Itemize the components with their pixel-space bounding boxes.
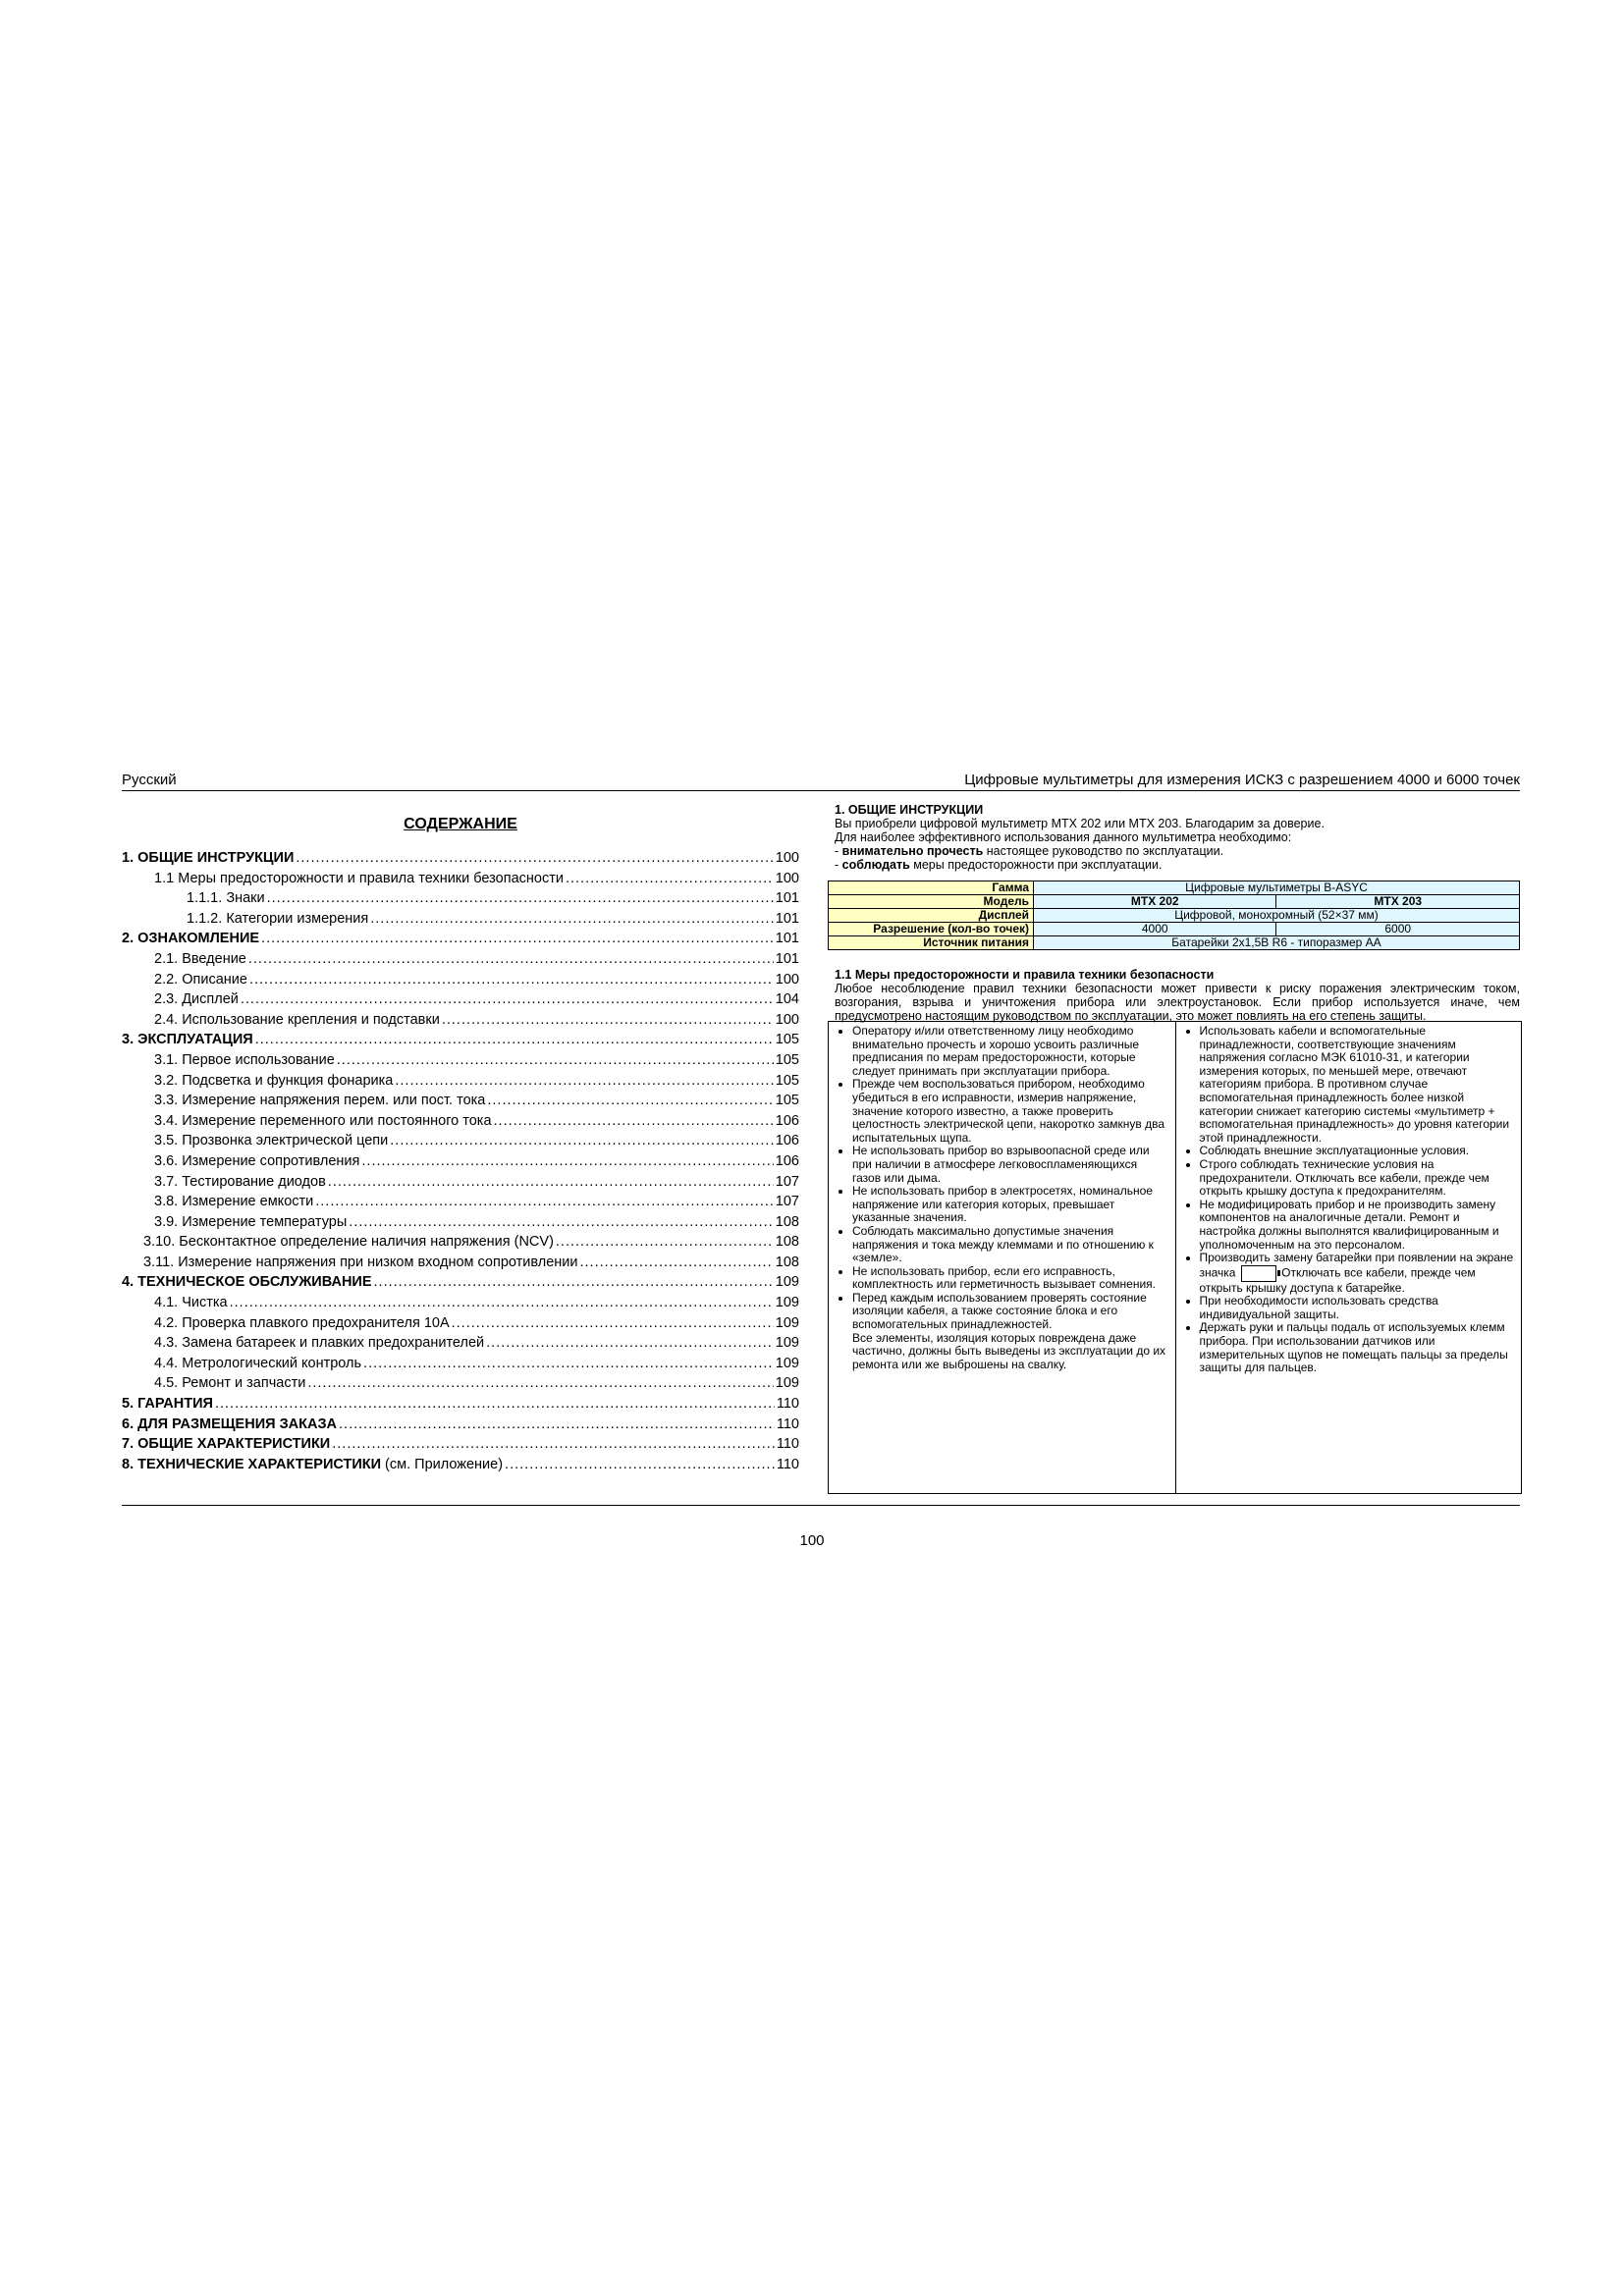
toc-entry-page: 101 [775, 890, 799, 907]
toc-entry-title [154, 1315, 450, 1331]
toc-leader [249, 972, 774, 988]
spec-model-a: MTX 202 [1034, 895, 1276, 909]
toc-leader [307, 1375, 773, 1391]
toc-leader [370, 911, 774, 927]
list-item: • Держать руки и пальцы подаль от используемых клемм прибора. При использовании датчиков или измерительных щупов не помещать пальцы за пределы защиты для пальцев. [1200, 1321, 1516, 1374]
toc-entry-number: 2.1. [154, 950, 179, 967]
toc-entry-text: Замена батареек и плавких предохранителей [182, 1335, 485, 1352]
toc-entry [122, 1356, 799, 1376]
toc-entry [122, 911, 799, 932]
toc-leader [487, 1093, 773, 1108]
toc-leader [486, 1335, 774, 1351]
toc-entry-page: 110 [776, 1396, 799, 1413]
spec-power-label: Источник питания [829, 936, 1034, 950]
toc-entry-title [122, 1457, 503, 1472]
list-item: • Прежде чем воспользоваться прибором, необходимо убедиться в его исправности, измерив напряжение, значение которого известно, а также проверить целостность электрической цепи, накоротко замкнув два испытательных щупа. [852, 1078, 1169, 1145]
list-item: • Не использовать прибор, если его исправность, комплектность или герметичность вызывает сомнения. [852, 1265, 1169, 1292]
safety-left-tail: Все элементы, изоляция которых повреждена даже частично, должны быть выведены из эксплуатации до их ремонта или же выброшены на свалку. [852, 1330, 1166, 1371]
toc-entry-title [122, 931, 259, 946]
toc-entry-page: 110 [776, 1436, 799, 1453]
toc-entry-page: 109 [775, 1375, 799, 1392]
toc-entry-page: 100 [775, 850, 799, 866]
toc-leader [315, 1194, 774, 1209]
safety-list-right-2 [1182, 1295, 1516, 1375]
toc-entry [122, 1396, 799, 1416]
table-row [829, 936, 1520, 950]
toc-leader [390, 1133, 774, 1148]
toc-entry-text: Измерение переменного или постоянного тока [182, 1112, 492, 1129]
toc-entry-page: 104 [775, 991, 799, 1008]
toc-entry-text: Меры предосторожности и правила техники безопасности [178, 870, 564, 886]
toc-entry [122, 1032, 799, 1052]
toc-entry-page: 109 [775, 1274, 799, 1291]
toc-entry-page: 100 [775, 870, 799, 886]
toc-entry-title [154, 1375, 305, 1391]
toc-entry-number: 3.10. [143, 1234, 176, 1251]
toc-entry [122, 931, 799, 951]
toc-entry [122, 951, 799, 972]
toc-leader [230, 1295, 774, 1310]
toc-entry-page: 101 [775, 931, 799, 947]
toc-entry-text: Измерение напряжения перем. или пост. тока [182, 1093, 486, 1109]
page-number: 100 [799, 1532, 825, 1549]
toc-entry-title [143, 1234, 554, 1250]
toc-entry-page: 107 [775, 1173, 799, 1190]
toc-entry-title [122, 1436, 330, 1452]
spec-power-value: Батарейки 2x1,5В R6 - типоразмер АА [1034, 936, 1520, 950]
toc-leader [374, 1274, 774, 1290]
spec-display-value: Цифровой, монохромный (52×37 мм) [1034, 909, 1520, 923]
toc-entry-text: Категории измерения [226, 910, 369, 927]
toc-leader [339, 1416, 775, 1432]
toc-entry-text: Измерение температуры [182, 1213, 348, 1230]
toc-entry [122, 1194, 799, 1214]
toc-entry-number: 4.4. [154, 1355, 179, 1371]
toc-entry-page: 101 [775, 910, 799, 927]
toc-entry [122, 1416, 799, 1437]
toc-entry [122, 1375, 799, 1396]
toc-entry [122, 1073, 799, 1094]
safety-list-left [835, 1025, 1169, 1332]
toc-entry [122, 1295, 799, 1315]
spec-resolution-a: 4000 [1034, 923, 1276, 936]
toc-entry-page: 101 [775, 950, 799, 967]
toc-entry-number: 3.7. [154, 1173, 179, 1190]
toc-entry-page: 106 [775, 1133, 799, 1149]
toc-entry-text: ЭКСПЛУАТАЦИЯ [137, 1032, 253, 1048]
toc-leader [332, 1436, 775, 1452]
toc-entry-page: 108 [775, 1234, 799, 1251]
toc-entry-text: Введение [182, 950, 246, 967]
list-item: • Соблюдать максимально допустимые значения напряжения и тока между клеммами и по отношению к «земле». [852, 1225, 1169, 1265]
toc-entry [122, 1093, 799, 1113]
toc-title: СОДЕРЖАНИЕ [404, 816, 517, 832]
toc-entry-number: 3. [122, 1032, 135, 1048]
toc-entry-text: Дисплей [182, 991, 239, 1008]
toc-entry-number: 1.1 [154, 870, 175, 886]
toc-entry-title [154, 871, 564, 886]
safety-rules-right [1175, 1022, 1522, 1493]
toc-entry-page: 100 [775, 1011, 799, 1028]
toc-entry-title [187, 911, 368, 927]
toc-entry-number: 4.2. [154, 1314, 179, 1331]
table-row [829, 881, 1520, 895]
toc-entry-title [187, 890, 265, 906]
toc-entry-text: Тестирование диодов [182, 1173, 326, 1190]
toc-entry-number: 2. [122, 931, 135, 947]
toc-entry [122, 991, 799, 1012]
table-row [829, 895, 1520, 909]
toc-entry-number: 4. [122, 1274, 135, 1291]
toc-entry-text: ОБЩИЕ ХАРАКТЕРИСТИКИ [137, 1436, 331, 1453]
toc-entry-title [154, 951, 246, 967]
toc-entry-page: 100 [775, 971, 799, 988]
header-language: Русский [122, 772, 177, 788]
toc-entry-text: ДЛЯ РАЗМЕЩЕНИЯ ЗАКАЗА [137, 1415, 338, 1432]
safety-list-right-battery [1182, 1252, 1516, 1295]
spec-resolution-label: Разрешение (кол-во точек) [829, 923, 1034, 936]
toc-entry-page: 106 [775, 1152, 799, 1169]
spec-range-label: Гамма [829, 881, 1034, 895]
toc-entry-text: Описание [182, 971, 247, 988]
toc-entry-number: 7. [122, 1436, 135, 1453]
toc-entry-text: ГАРАНТИЯ [137, 1396, 213, 1413]
toc-entry-number: 4.1. [154, 1295, 179, 1311]
toc-entry-title [143, 1255, 578, 1270]
table-row [829, 909, 1520, 923]
spec-resolution-b: 6000 [1276, 923, 1520, 936]
toc-entry-number: 3.6. [154, 1152, 179, 1169]
spec-display-label: Дисплей [829, 909, 1034, 923]
list-item [1200, 1252, 1516, 1295]
toc-entry-number: 3.1. [154, 1051, 179, 1068]
toc-leader [452, 1315, 774, 1331]
toc-entry-text: ТЕХНИЧЕСКОЕ ОБСЛУЖИВАНИЕ [137, 1274, 372, 1291]
spec-table [828, 881, 1520, 950]
toc-leader [255, 1032, 774, 1047]
spec-model-b: MTX 203 [1276, 895, 1520, 909]
list-item: • Не использовать прибор во взрывоопасной среде или при наличии в атмосфере легковоспламеняющихся газов или дыма. [852, 1145, 1169, 1185]
general-bullet-1-rest: настоящее руководство по эксплуатации. [983, 844, 1224, 858]
toc-entry-title [154, 1133, 388, 1148]
list-item: • Не модифицировать прибор и не производить замену компонентов на аналогичные детали. Ремонт и настройка должны выполнятся квалифицированным и уполномоченным на это персоналом. [1200, 1199, 1516, 1252]
toc-leader [361, 1153, 773, 1169]
toc-entry-title [154, 972, 247, 988]
list-item: • Соблюдать внешние эксплуатационные условия. [1200, 1145, 1516, 1158]
toc-entry-page: 109 [775, 1314, 799, 1331]
toc-entry [122, 1214, 799, 1235]
toc-leader [442, 1012, 774, 1028]
toc-entry-title [154, 1052, 335, 1068]
toc-entry-number: 3.4. [154, 1112, 179, 1129]
toc-entry-number: 2.3. [154, 991, 179, 1008]
general-bullet-2-rest: меры предосторожности при эксплуатации. [909, 858, 1163, 872]
general-bullet-2-bold: соблюдать [841, 858, 910, 872]
list-item: • Строго соблюдать технические условия на предохранители. Отключать все кабели, прежде чем открыть крышку доступа к предохранителям. [1200, 1158, 1516, 1199]
toc-entry-title [154, 1073, 393, 1089]
toc-entry-page: 108 [775, 1213, 799, 1230]
toc-entry-text: Измерение емкости [182, 1194, 314, 1210]
toc-entry-page: 109 [775, 1355, 799, 1371]
list-item: • При необходимости использовать средства индивидуальной защиты. [1200, 1295, 1516, 1321]
battery-item-a: Производить замену батарейки при появлении на экране значка [1199, 1251, 1514, 1280]
toc-entry-title [154, 1012, 440, 1028]
toc-entry [122, 1113, 799, 1134]
safety-rules-left [829, 1022, 1175, 1493]
table-of-contents [122, 850, 799, 1476]
list-item: • Использовать кабели и вспомогательные принадлежности, соответствующие значениям напряжения согласно МЭК 61010-31, и категории измерения которых, по меньшей мере, отвечают категориям прибора. В противном случае вспомогательная принадлежность более низкой категории снижает категорию системы «мультиметр + вспомогательная принадлежность» до уровня категории этой принадлежности. [1200, 1025, 1516, 1145]
toc-entry-title [122, 1416, 337, 1432]
toc-entry [122, 850, 799, 871]
toc-entry-suffix: (см. Приложение) [381, 1456, 504, 1472]
toc-entry-text: Знаки [226, 890, 265, 907]
toc-entry [122, 1153, 799, 1174]
toc-entry [122, 1255, 799, 1275]
header-title: Цифровые мультиметры для измерения ИСКЗ с разрешением 4000 и 6000 точек [964, 772, 1520, 788]
toc-entry-text: Чистка [182, 1295, 228, 1311]
toc-entry-number: 8. [122, 1456, 135, 1472]
toc-entry-number: 4.5. [154, 1375, 179, 1392]
toc-entry-page: 107 [775, 1194, 799, 1210]
toc-leader [556, 1234, 774, 1250]
toc-entry-text: Измерение напряжения при низком входном сопротивлении [178, 1254, 578, 1270]
toc-entry [122, 1174, 799, 1195]
toc-entry-number: 3.5. [154, 1133, 179, 1149]
toc-entry-text: Метрологический контроль [182, 1355, 362, 1371]
toc-entry [122, 1436, 799, 1457]
toc-entry-title [154, 1113, 492, 1129]
toc-entry-title [122, 850, 294, 866]
toc-entry-text: ТЕХНИЧЕСКИЕ ХАРАКТЕРИСТИКИ [137, 1456, 382, 1472]
safety-rules-box [828, 1021, 1522, 1494]
toc-entry-page: 109 [775, 1335, 799, 1352]
toc-leader [328, 1174, 774, 1190]
toc-entry-title [154, 1153, 359, 1169]
toc-leader [248, 951, 774, 967]
toc-entry-number: 2.4. [154, 1011, 179, 1028]
toc-entry-text: ОЗНАКОМЛЕНИЕ [137, 931, 260, 947]
toc-entry-title [154, 1214, 347, 1230]
toc-entry-number: 1.1.1. [187, 890, 223, 907]
safety-section [835, 968, 1520, 1023]
toc-entry-title [122, 1032, 253, 1047]
toc-entry-page: 106 [775, 1112, 799, 1129]
general-line-1: Вы приобрели цифровой мультиметр MTX 202 или MTX 203. Благодарим за доверие. [835, 817, 1325, 830]
toc-entry [122, 1335, 799, 1356]
toc-entry [122, 1052, 799, 1073]
toc-entry [122, 1274, 799, 1295]
toc-entry-text: Измерение сопротивления [182, 1152, 360, 1169]
toc-leader [363, 1356, 774, 1371]
toc-entry-page: 105 [775, 1032, 799, 1048]
toc-entry-text: Проверка плавкого предохранителя 10А [182, 1314, 450, 1331]
toc-entry-text: Прозвонка электрической цепи [182, 1133, 389, 1149]
toc-leader [337, 1052, 774, 1068]
toc-entry [122, 972, 799, 992]
toc-entry-text: Использование крепления и подставки [182, 1011, 440, 1028]
toc-entry [122, 1234, 799, 1255]
footer-rule [122, 1505, 1520, 1506]
general-heading: 1. ОБЩИЕ ИНСТРУКЦИИ [835, 803, 984, 817]
toc-entry-title [154, 1194, 313, 1209]
toc-leader [566, 871, 774, 886]
safety-list-right [1182, 1025, 1516, 1252]
toc-entry-page: 110 [776, 1415, 799, 1432]
toc-entry [122, 1315, 799, 1336]
toc-entry-number: 1.1.2. [187, 910, 223, 927]
general-bullet-1: - внимательно прочесть настоящее руководство по эксплуатации. [835, 844, 1224, 858]
toc-entry-number: 6. [122, 1415, 135, 1432]
toc-entry-text: Подсветка и функция фонарика [182, 1072, 394, 1089]
toc-entry-page: 105 [775, 1051, 799, 1068]
toc-entry-title [154, 1093, 485, 1108]
toc-entry [122, 1012, 799, 1033]
toc-entry-text: Бесконтактное определение наличия напряжения (NCV) [179, 1234, 554, 1251]
toc-leader [215, 1396, 775, 1412]
toc-leader [296, 850, 773, 866]
general-bullet-2: - соблюдать меры предосторожности при эксплуатации. [835, 858, 1163, 872]
toc-entry-number: 3.9. [154, 1213, 179, 1230]
toc-entry [122, 890, 799, 911]
toc-entry-text: Первое использование [182, 1051, 335, 1068]
toc-entry-page: 110 [776, 1456, 799, 1472]
toc-entry-number: 3.8. [154, 1194, 179, 1210]
toc-leader [241, 991, 774, 1007]
toc-entry [122, 871, 799, 891]
toc-entry-title [122, 1274, 372, 1290]
battery-icon [1241, 1265, 1276, 1282]
toc-entry-number: 1. [122, 850, 135, 866]
spec-range-value: Цифровые мультиметры B-ASYC [1034, 881, 1520, 895]
toc-entry [122, 1457, 799, 1477]
toc-leader [267, 890, 774, 906]
toc-entry-title [154, 1295, 228, 1310]
toc-entry-page: 108 [775, 1254, 799, 1270]
table-row [829, 923, 1520, 936]
toc-leader [261, 931, 774, 946]
toc-entry-page: 109 [775, 1295, 799, 1311]
toc-entry-page: 105 [775, 1072, 799, 1089]
toc-entry-title [154, 991, 239, 1007]
toc-entry-number: 3.3. [154, 1093, 179, 1109]
toc-entry-number: 3.2. [154, 1072, 179, 1089]
toc-entry-number: 4.3. [154, 1335, 179, 1352]
general-bullet-1-bold: внимательно прочесть [841, 844, 984, 858]
general-instructions [835, 803, 1520, 872]
general-line-2: Для наиболее эффективного использования данного мультиметра необходимо: [835, 830, 1292, 844]
toc-entry-title [154, 1356, 361, 1371]
list-item: • Не использовать прибор в электросетях, номинальное напряжение или категория которых, превышает указанные значения. [852, 1185, 1169, 1225]
toc-entry-text: ОБЩИЕ ИНСТРУКЦИИ [137, 850, 295, 866]
header-rule [122, 790, 1520, 791]
toc-entry-text: Ремонт и запчасти [182, 1375, 306, 1392]
spec-model-label: Модель [829, 895, 1034, 909]
toc-entry-title [154, 1174, 326, 1190]
toc-leader [580, 1255, 774, 1270]
safety-heading: 1.1 Меры предосторожности и правила техники безопасности [835, 968, 1215, 982]
toc-entry-title [154, 1335, 484, 1351]
list-item: • Перед каждым использованием проверять состояние изоляции кабеля, а также состояние блока и его вспомогательных принадлежностей. [852, 1292, 1169, 1332]
safety-text: Любое несоблюдение правил техники безопасности может привести к риску поражения электрическим током, возгорания, взрыва и уничтожения прибора или электроустановок. Если прибор используется иначе, чем предусмотрено настоящим руководством по эксплуатации, это может повлиять на его степень защиты. [835, 982, 1520, 1023]
toc-entry-number: 3.11. [143, 1254, 175, 1270]
toc-entry-number: 2.2. [154, 971, 179, 988]
toc-entry-title [122, 1396, 213, 1412]
toc-leader [395, 1073, 773, 1089]
toc-leader [349, 1214, 774, 1230]
battery-item-b: Отключать все кабели, прежде чем открыть крышку доступа к батарейке. [1199, 1265, 1476, 1295]
toc-entry-page: 105 [775, 1093, 799, 1109]
toc-leader [505, 1457, 775, 1472]
toc-leader [494, 1113, 774, 1129]
list-item: • Оператору и/или ответственному лицу необходимо внимательно прочесть и хорошо усвоить различные предписания по мерам предосторожности, которые следует принимать при эксплуатации прибора. [852, 1025, 1169, 1078]
toc-entry [122, 1133, 799, 1153]
toc-entry-number: 5. [122, 1396, 135, 1413]
